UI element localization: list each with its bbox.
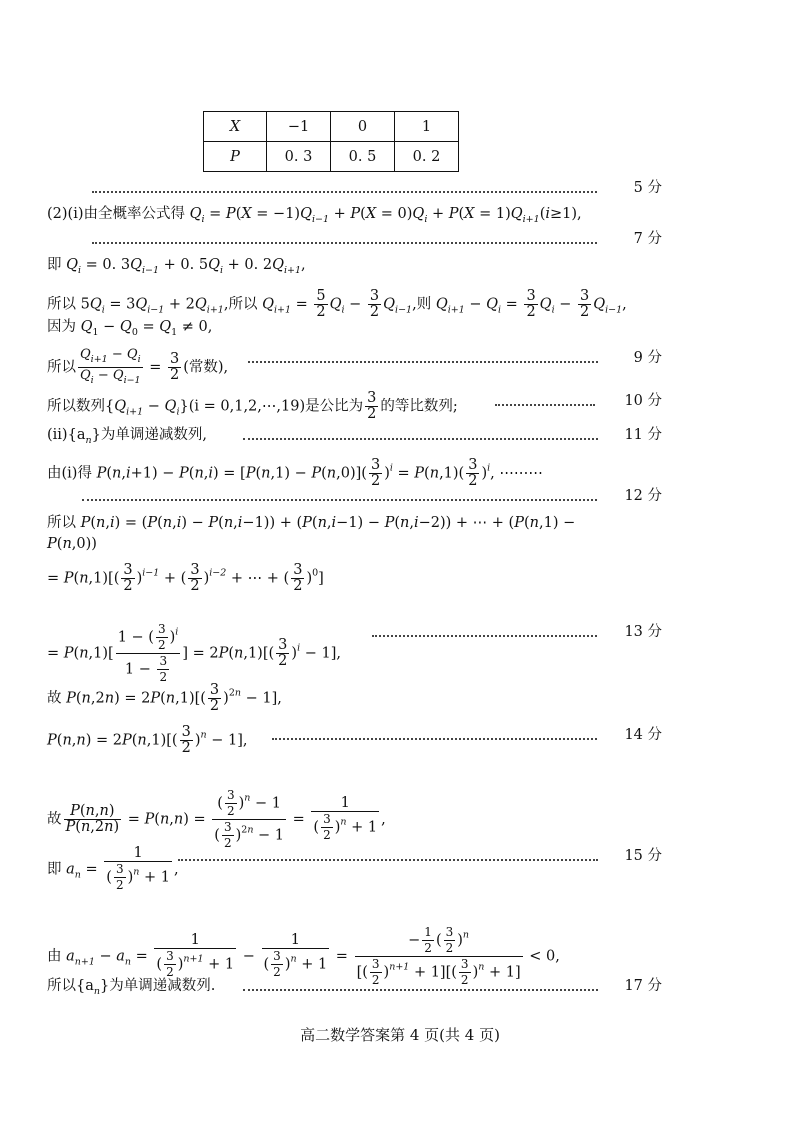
score-mark: 7 分: [633, 231, 662, 247]
line-text: 所以: [47, 359, 76, 376]
line-text: 所以: [47, 515, 76, 531]
solution-line: 所以 P(n,i) = (P(n,i) − P(n,i−1)) + (P(n,i−1) − P(n,i−2)) + ⋯ + (P(n,1) −: [47, 515, 576, 531]
line-text: (i = 0,1,2,⋯,19)是公比为: [188, 398, 364, 415]
table-cell: 0. 2: [395, 142, 459, 172]
line-text: (ⅱ){a: [47, 427, 86, 443]
table-cell: −1: [267, 112, 331, 142]
line-text: 所以: [228, 296, 258, 313]
solution-line: 所以数列$\{Q_{i+1} - Q_i\}(i$ = 0,1,2,⋯,19)是公比为 $\frac{3}{2}$ 的等比数列;: [47, 390, 458, 422]
table-cell: X: [204, 112, 267, 142]
dot-leader: [272, 725, 655, 745]
table-cell: 0: [331, 112, 395, 142]
line-text: 所以{a: [47, 978, 94, 994]
line-text: 故: [47, 690, 62, 707]
solution-line: 因为 $Q_1 - Q_0 = Q_1 \ne 0$,: [47, 319, 213, 338]
line-text: 由(ⅰ)得: [47, 465, 92, 482]
table-row: [204, 142, 459, 172]
dot-leader: [82, 486, 655, 506]
line-text: 则: [416, 296, 432, 313]
table-row: [204, 112, 459, 142]
solution-line: $(ⅱ)\{a_n\}$为单调递减数列,: [47, 427, 207, 446]
solution-line: 即 $a_n$ = 1 ( $\frac{3}{2}$ )$^n$ + 1 ,: [47, 845, 179, 892]
line-text: 因为: [47, 319, 76, 335]
table-cell: 0. 3: [267, 142, 331, 172]
line-text: 所以: [47, 296, 76, 313]
score-mark: 11 分: [624, 427, 662, 443]
line-text: }为单调递减数列.: [100, 978, 216, 994]
score-mark: 13 分: [624, 624, 662, 640]
line-text: 故: [47, 811, 62, 828]
line-text: (2)(ⅰ)由全概率公式得: [47, 206, 185, 222]
score-mark: 14 分: [624, 727, 662, 743]
page-footer: 高二数学答案第 4 页(共 4 页): [300, 1026, 500, 1044]
table-cell: P: [204, 142, 267, 172]
dot-leader: [248, 348, 655, 368]
line-text: (常数),: [183, 359, 229, 376]
score-mark: 9 分: [633, 350, 662, 366]
dot-leader: [243, 425, 655, 445]
solution-line: 由(ⅰ)得 P(n,i+1) − P(n,i) = [P(n,1) − P(n,0)]( $\frac{3}{2}$ )$^i$ = P(n,1)( $\frac{3}{2}$ )$^i$, ⋯⋯⋯: [47, 457, 543, 489]
solution-line: 由 $a_{n+1} - a_n$ = 1 ( $\frac{3}{2}$ )$^{n+1}$ + 1 − 1 ( $\frac{3}{2}$ )$^n$ + 1 = − $\frac{1}{2}$ ( $\frac{3}{2}$ )$^n$ [( $\frac{3}{2}$ )$^{n+1}$ + 1][( $\frac{3}{2}$ )$^n$ + 1] < 0,: [47, 925, 560, 987]
line-text: }为单调递减数列,: [91, 427, 207, 443]
solution-line: 故 $\frac{P(n,n)}{P(n,2n)}$ = P(n,n) = ( $\frac{3}{2}$ )$^n$ − 1 ( $\frac{3}{2}$ )$^{2n}$ − 1 = 1 ( $\frac{3}{2}$ )$^n$ + 1 ,: [47, 788, 386, 850]
score-mark: 10 分: [624, 393, 662, 409]
line-text: 所以数列{: [47, 398, 115, 415]
score-mark: 15 分: [624, 848, 662, 864]
line-text: 由: [47, 948, 62, 965]
line-text: 的等比数列;: [380, 398, 458, 415]
solution-line: (2)(ⅰ)由全概率公式得 $Q_i = P(X = -1)Q_{i-1} + P(X = 0)Q_i + P(X = 1)Q_{i+1}(i\ge 1)$,: [47, 206, 582, 225]
solution-line: 所以 $\frac{Q_{i+1} - Q_i}{Q_i - Q_{i-1}}$ = $\frac{3}{2}$ (常数),: [47, 347, 229, 386]
solution-line: P(n,n) = 2P(n,1)[( $\frac{3}{2}$ )$^n$ − 1],: [47, 724, 248, 756]
dot-leader: [92, 229, 655, 249]
dot-leader: [92, 178, 655, 198]
score-mark: 17 分: [624, 978, 662, 994]
line-text: 即: [47, 861, 62, 878]
dot-leader: [243, 976, 655, 996]
score-mark: 5 分: [633, 180, 662, 196]
solution-line: = P(n,1)[ 1 − ( $\frac{3}{2}$ )$^i$ 1 − $\frac{3}{2}$ ] = 2P(n,1)[( $\frac{3}{2}$ )$^i$ − 1],: [47, 622, 341, 684]
solution-line: 所以 $5Q_i = 3Q_{i-1} + 2Q_{i+1}$,所以 $Q_{i+1}$ = $\frac{5}{2}$ $Q_i$ − $\frac{3}{2}$ $Q_{i-1}$,则 $Q_{i+1} - Q_i$ = $\frac{3}{2}$ $Q_i$ − $\frac{3}{2}$ $Q_{i-1}$,: [47, 288, 627, 320]
table-cell: 1: [395, 112, 459, 142]
solution-line: 即 $Q_i = 0$. $3Q_{i-1} + 0$. $5Q_i + 0$. $2Q_{i+1}$,: [47, 257, 306, 276]
solution-line: 所以$\{a_n\}$为单调递减数列.: [47, 978, 216, 997]
probability-table: [203, 111, 459, 172]
dot-leader: [178, 846, 655, 866]
table-cell: 0. 5: [331, 142, 395, 172]
score-mark: 12 分: [624, 488, 662, 504]
line-text: 即: [47, 257, 62, 273]
solution-line: 故 P(n,2n) = 2P(n,1)[( $\frac{3}{2}$ )$^{2n}$ − 1],: [47, 682, 282, 714]
solution-line: P(n,0)): [47, 536, 97, 552]
solution-line: = P(n,1)[( $\frac{3}{2}$ )$^{i-1}$ + ( $\frac{3}{2}$ )$^{i-2}$ + ⋯ + ( $\frac{3}{2}$ )$^0$]: [47, 562, 324, 594]
